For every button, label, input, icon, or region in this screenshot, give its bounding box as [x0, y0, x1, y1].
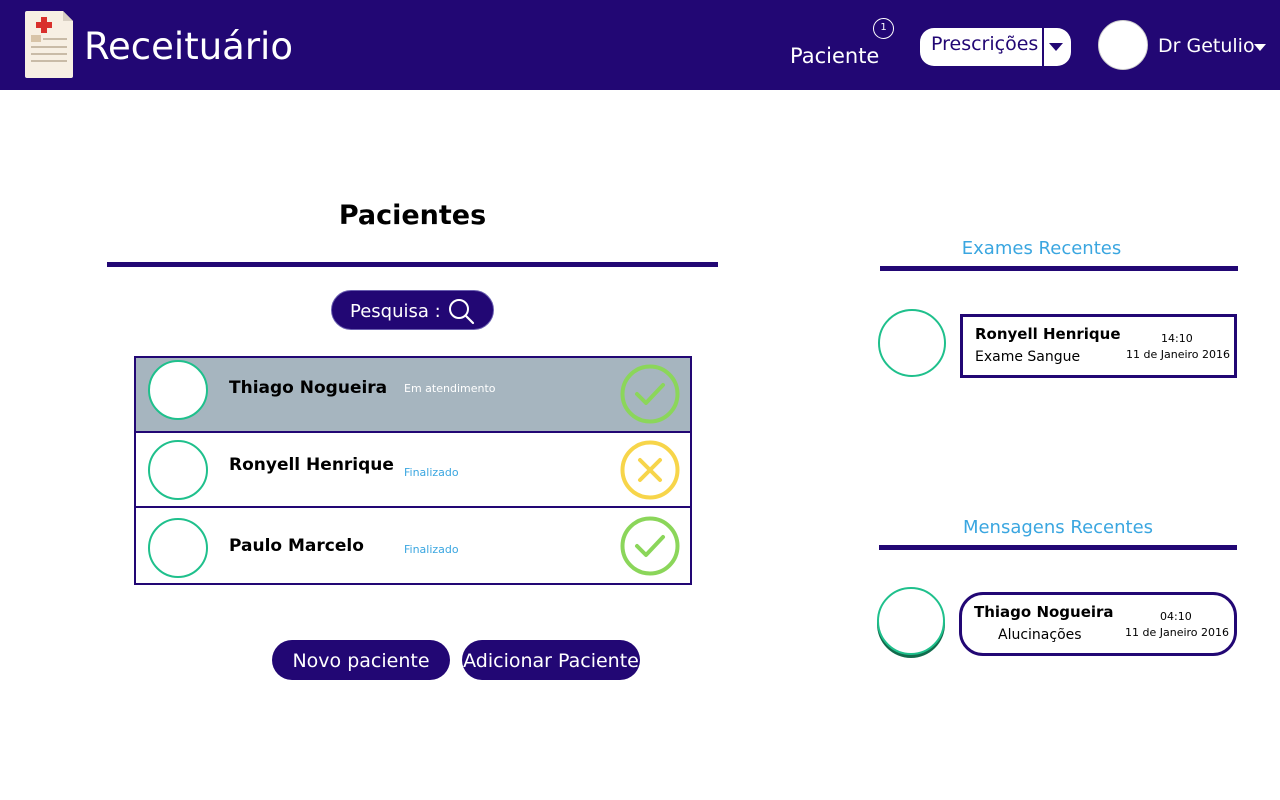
- message-avatar: [877, 587, 945, 655]
- patient-status: Em atendimento: [404, 382, 496, 395]
- patient-row[interactable]: [136, 509, 690, 584]
- prescricoes-dropdown[interactable]: [920, 28, 1071, 66]
- exames-title: Exames Recentes: [961, 238, 1122, 259]
- check-circle-icon[interactable]: [620, 516, 680, 576]
- patient-name: Paulo Marcelo: [229, 536, 364, 556]
- user-menu[interactable]: Dr Getulio: [1158, 35, 1255, 57]
- app-title: Receituário: [84, 25, 293, 68]
- message-subject: Alucinações: [998, 627, 1082, 643]
- patient-row[interactable]: [136, 433, 690, 508]
- exam-card[interactable]: [960, 314, 1237, 378]
- chevron-down-icon[interactable]: [1253, 43, 1267, 53]
- patient-name: Ronyell Henrique: [229, 455, 394, 475]
- search-icon[interactable]: [447, 297, 475, 325]
- dropdown-divider: [1042, 28, 1044, 66]
- cancel-circle-icon[interactable]: [620, 440, 680, 500]
- exames-divider: [880, 266, 1238, 271]
- title-divider: [107, 262, 718, 267]
- patient-avatar: [148, 518, 208, 578]
- mensagens-divider: [879, 545, 1237, 550]
- check-circle-icon[interactable]: [620, 364, 680, 424]
- message-time: 04:10: [1160, 610, 1192, 623]
- prescricoes-label: Prescrições: [931, 33, 1039, 55]
- exam-patient-name: Ronyell Henrique: [975, 325, 1121, 343]
- exam-time: 14:10: [1161, 332, 1193, 345]
- search-label: Pesquisa :: [350, 301, 441, 322]
- message-card[interactable]: [959, 592, 1237, 656]
- patient-status: Finalizado: [404, 466, 459, 479]
- patient-status: Finalizado: [404, 543, 459, 556]
- nav-paciente-link[interactable]: Paciente: [790, 44, 880, 68]
- exam-date: 11 de Janeiro 2016: [1126, 348, 1231, 361]
- patient-row[interactable]: [136, 358, 690, 433]
- new-patient-button[interactable]: Novo paciente: [272, 640, 450, 680]
- notification-badge: 1: [873, 18, 894, 39]
- message-sender-name: Thiago Nogueira: [974, 603, 1114, 621]
- user-avatar[interactable]: [1098, 20, 1148, 70]
- add-patient-button[interactable]: Adicionar Paciente: [462, 640, 640, 680]
- exam-avatar: [878, 309, 946, 377]
- top-bar: [0, 0, 1280, 90]
- patient-list: [134, 356, 692, 585]
- chevron-down-icon[interactable]: [1048, 41, 1064, 53]
- search-button[interactable]: [331, 290, 494, 330]
- patient-name: Thiago Nogueira: [229, 378, 388, 398]
- mensagens-title: Mensagens Recentes: [962, 517, 1154, 538]
- page-title: Pacientes: [338, 200, 487, 231]
- prescription-document-icon: [25, 11, 73, 78]
- message-date: 11 de Janeiro 2016: [1125, 626, 1230, 639]
- patient-avatar: [148, 360, 208, 420]
- exam-type: Exame Sangue: [975, 349, 1081, 365]
- patient-avatar: [148, 440, 208, 500]
